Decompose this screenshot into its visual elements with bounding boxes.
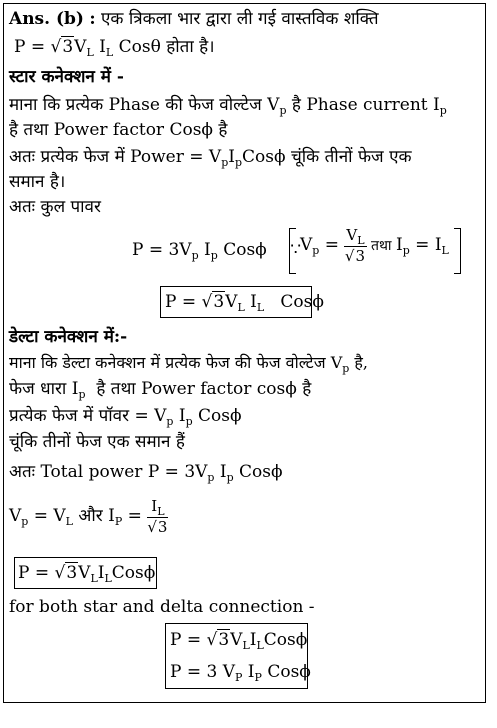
both-connections-line: for both star and delta connection - <box>9 597 315 617</box>
delta-line-4: चूंकि तीनों फेज एक समान हैं <box>9 432 185 452</box>
answer-colon: : <box>89 9 96 29</box>
answer-intro-line <box>9 8 379 30</box>
star-line-5: अतः कुल पावर <box>9 197 101 217</box>
delta-line-3: प्रत्येक फेज में पॉवर = $V_p$ $I_p$ Cosϕ <box>9 406 242 428</box>
delta-heading: डेल्टा कनेक्शन में:- <box>9 327 128 347</box>
delta-line-1: माना कि डेल्टा कनेक्शन में प्रत्येक फेज की फेज वोल्टेज $V_p$ है, <box>9 353 368 375</box>
power-formula-line: $P = √3V_L$ $I_L$ Cosθ होता है। <box>14 37 215 59</box>
star-power-equation: $P = 3V_p$ $I_p$ Cosϕ ∵ <box>132 240 302 262</box>
star-line-4: समान है। <box>9 172 66 192</box>
right-bracket <box>454 228 461 274</box>
sqrt-symbol: √3 <box>50 37 74 57</box>
star-result-formula: $P = √3V_L$ $I_L$ Cosϕ <box>165 292 324 314</box>
delta-line-5: अतः Total power $P = 3V_p$ $I_p$ Cosϕ <box>9 462 283 484</box>
delta-relations: $V_p = V_L$ और $I_P$ = $\frac{I_L}{√3}$ <box>9 497 168 536</box>
star-heading: स्टार कनेक्शन में - <box>9 67 124 87</box>
star-line-2: है तथा Power factor Cosϕ है <box>9 120 228 140</box>
vl-over-root3-fraction: $\frac{V_L}{√3}$ <box>344 226 366 265</box>
delta-result-formula: $P = √3V_LI_LCos\phi$ <box>18 563 156 585</box>
il-over-root3-fraction: $\frac{I_L}{√3}$ <box>147 497 168 536</box>
left-bracket <box>289 228 296 274</box>
star-line-1: माना कि प्रत्येक Phase की फेज वोल्टेज $V_p$ है Phase current $I_p$ <box>9 95 447 117</box>
answer-intro-text: एक त्रिकला भार द्वारा ली गई वास्तविक शक्ति <box>101 9 379 29</box>
delta-line-2: फेज धारा $I_p$ है तथा Power factor cosϕ है <box>9 379 312 401</box>
answer-label: Ans. (b) <box>9 9 84 29</box>
final-formula-2: P = 3 $V_P$ $I_P$ Cosϕ <box>170 662 311 684</box>
final-formula-1: $P = √3V_LI_LCos\phi$ <box>170 630 308 652</box>
because-symbol: ∵ <box>290 240 302 260</box>
star-line-3: अतः प्रत्येक फेज में Power = $V_pI_pCos\phi$ चूंकि तीनों फेज एक <box>9 147 412 169</box>
star-relations: $V_p$ = $\frac{V_L}{√3}$ तथा $I_p = I_L$ <box>300 226 449 265</box>
